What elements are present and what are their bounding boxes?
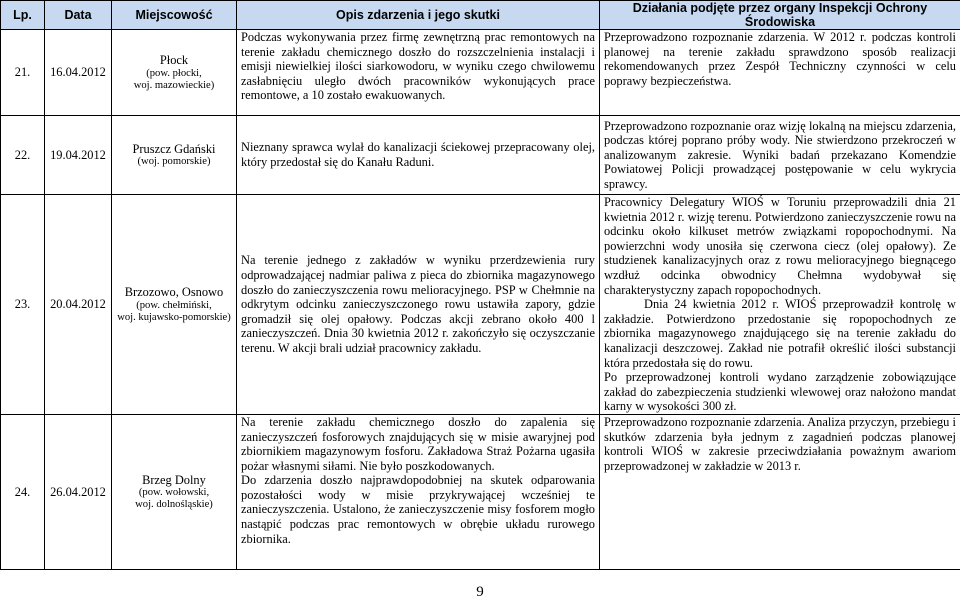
- row-description: [237, 116, 600, 195]
- row-place: [112, 195, 237, 415]
- header-lp: Lp.: [1, 1, 45, 30]
- row-description: [237, 414, 600, 569]
- actions-paragraph: Po przeprowadzonej kontroli wydano zarządzenie zobowiązujące zakład do zabezpieczenia studzienki wlewowej oraz nałożono mandat karny w wysokości 300 zł.: [604, 370, 956, 414]
- actions-paragraph: Przeprowadzono rozpoznanie zdarzenia. Analiza przyczyn, przebiegu i skutków zdarzenia była jednym z zagadnień podczas planowej kontroli WIOŚ w zakresie przeciwdziałania poważnym awariom przeprowadzonej w zakładzie w 2013 r.: [604, 414, 956, 473]
- description-paragraph: Na terenie zakładu chemicznego doszło do zapalenia się zanieczyszczeń fosforowych znajdujących się w misie awaryjnej pod zbiornikiem magazynowym fosforu. Zakładowa Straż Pożarna ugasiła pożar własnymi siłami. Nie było poszkodowanych.: [241, 414, 595, 473]
- description-paragraph: Na terenie jednego z zakładów w wyniku przerdzewienia rury odprowadzającej nadmiar paliwa z pieca do zbiornika magazynowego doszło do zanieczyszczenia rowu melioracyjnego. PSP w Chełmnie na odkrytym odcinku zanieczyszczonego rowu ustawiła zapory, gdzie gromadził się olej opałowy. Podczas akcji zebrano około 400 l zanieczyszczeń. Dnia 30 kwietnia 2012 r. zakończyło się oczyszczanie terenu. W akcji brali udział pracownicy zakładu.: [241, 253, 595, 355]
- row-lp: 24.: [1, 414, 45, 569]
- header-date: Data: [45, 1, 112, 30]
- place-county: (pow. wołowski,: [138, 487, 210, 499]
- table-header-row: [1, 1, 960, 30]
- header-place: Miejscowość: [112, 1, 237, 30]
- place-name: Brzeg Dolny: [142, 472, 206, 487]
- page-number: 9: [476, 584, 484, 600]
- table-row: [1, 195, 960, 415]
- table-row: [1, 414, 960, 569]
- place-name: Płock: [159, 53, 189, 68]
- header-actions: Działania podjęte przez organy Inspekcji Ochrony Środowiska: [600, 1, 960, 30]
- row-date: 20.04.2012: [45, 195, 112, 415]
- row-place: [112, 30, 237, 116]
- header-description: Opis zdarzenia i jego skutki: [237, 1, 600, 30]
- place-voivodeship: woj. dolnośląskie): [135, 499, 213, 511]
- place-voivodeship: woj. kujawsko-pomorskie): [117, 311, 231, 323]
- place-name: Brzozowo, Osnowo: [124, 285, 224, 300]
- place-county: (pow. chełmiński,: [136, 299, 212, 311]
- row-lp: 23.: [1, 195, 45, 415]
- row-actions: [600, 195, 960, 415]
- description-paragraph: Podczas wykonywania przez firmę zewnętrzną prac remontowych na terenie zakładu chemicznego doszło do rozszczelnienia instalacji i emisji niewielkiej ilości siarkowodoru, w wyniku czego chwilowemu zasłabnięciu uległo dwóch pracowników wykonujących prace remontowe, a 10 zostało ewakuowanych.: [241, 30, 595, 103]
- actions-paragraph: Przeprowadzono rozpoznanie oraz wizję lokalną na miejscu zdarzenia, podczas której poprano próby wody. Nie stwierdzono przekroczeń w analizowanym zakresie. Wyniki badań przekazano Komendzie Powiatowej Policji prowadzącej postępowanie w celu wykrycia sprawcy.: [604, 118, 956, 191]
- description-paragraph: Do zdarzenia doszło najprawdopodobniej na skutek odparowania pozostałości wody w misie przykrywającej wcześniej te zanieczyszczenia. Ustalono, że zanieczyszczenie misy fosforem mogło nastąpić podczas prac remontowych w obrębie układu rurowego zbiornika.: [241, 473, 595, 546]
- row-date: 16.04.2012: [45, 30, 112, 116]
- actions-paragraph: Pracownicy Delegatury WIOŚ w Toruniu przeprowadzili dnia 21 kwietnia 2012 r. wizję terenu. Potwierdzono zanieczyszczenie rowu na odcinku około kilkuset metrów związkami ropopochodnymi. Na powierzchni wody unosiła się czerwona ciecz (olej opałowy). Ze studzienek kanalizacyjnych oraz z rowu melioracyjnego biegnącego wzdłuż odcinka obwodnicy Chełmna wydobywał się charakterystyczny zapach ropopochodnych.: [604, 195, 956, 297]
- place-voivodeship: woj. mazowieckie): [133, 79, 215, 91]
- actions-paragraph: Dnia 24 kwietnia 2012 r. WIOŚ przeprowadził kontrolę w zakładzie. Potwierdzono przedostanie się ropopochodnych ze zbiornika magazynowego znajdującego się na terenie zakładu do kanalizacji deszczowej. Zakład nie potrafił określić ilości substancji która przedostała się do rowu.: [604, 297, 956, 370]
- row-place: [112, 414, 237, 569]
- row-description: [237, 195, 600, 415]
- row-lp: 22.: [1, 116, 45, 195]
- row-place: [112, 116, 237, 195]
- row-actions: [600, 414, 960, 569]
- description-paragraph: Nieznany sprawca wylał do kanalizacji ściekowej przepracowany olej, który przedostał się do Kanału Raduni.: [241, 140, 595, 169]
- place-county: (pow. płocki,: [146, 67, 202, 79]
- actions-paragraph: Przeprowadzono rozpoznanie zdarzenia. W 2012 r. podczas kontroli planowej na terenie zakładu sprawdzono sposób realizacji rekomendowanych przez Zespół Techniczny czynności w celu poprawy bezpieczeństwa.: [604, 30, 956, 88]
- row-description: [237, 30, 600, 116]
- place-voivodeship: (woj. pomorskie): [137, 156, 211, 168]
- row-date: 26.04.2012: [45, 414, 112, 569]
- row-lp: 21.: [1, 30, 45, 116]
- place-name: Pruszcz Gdański: [132, 141, 216, 156]
- row-actions: [600, 30, 960, 116]
- row-actions: [600, 116, 960, 195]
- table-row: [1, 116, 960, 195]
- row-date: 19.04.2012: [45, 116, 112, 195]
- table-row: [1, 30, 960, 116]
